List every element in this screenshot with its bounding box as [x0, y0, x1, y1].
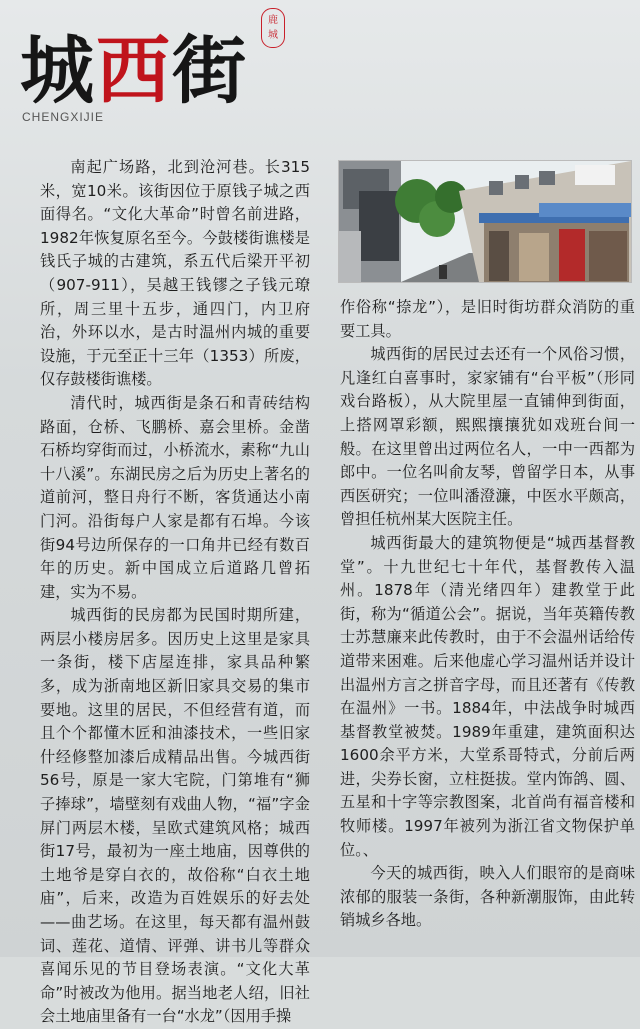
right-column-text — [340, 296, 635, 933]
paragraph: 今天的城西街，映入人们眼帘的是商味浓郁的服装一条街，各种新潮服饰，由此转销城乡各地。 — [340, 864, 635, 930]
page-title — [20, 18, 248, 114]
red-seal-stamp — [261, 8, 285, 48]
page-subtitle: CHENGXIJIE — [22, 110, 105, 124]
left-column-text — [40, 156, 310, 1029]
paragraph: 城西街最大的建筑物便是“城西基督教堂”。十九世纪七十年代，基督教传入温州。1878年（清光绪四年）建教堂于此街，称为“循道公会”。据说，当年英籍传教士苏慧廉来此传教时，由于不会温州话给传道带来困难。后来他虚心学习温州话并设计出温州方言之拼音字母，而且还著有《传教在温州》一书。1884年，中法战争时城西基督教堂被焚。1989年重建，建筑面积达1600余平方米，大堂系哥特式，分前后两进，尖券长窗，立柱挺拔。堂内饰鸽、圆、五星和十字等宗教图案，北首尚有福音楼和牧师楼。1997年被列为浙江省文物保护单位。、 — [340, 533, 635, 859]
seal-char-1: 鹿 — [268, 15, 278, 26]
paragraph: 城西街的居民过去还有一个风俗习惯，凡逢红白喜事时，家家铺有“台平板”（形同戏台路板），从大院里屋一直铺伸到街面，上搭网罩彩额，熙熙攘攘犹如戏班台间一般。在这里曾出过两位名人，一中一西都为郎中。一位名叫俞友琴，曾留学日本，从事西医研究；一位叫潘澄濂，中医水平颇高，曾担任杭州某大医院主任。 — [340, 345, 635, 529]
title-char-2: 西 — [96, 28, 172, 114]
street-photo-icon — [339, 161, 631, 282]
paragraph: 清代时，城西街是条石和青砖结构路面，仓桥、飞鹏桥、嘉会里桥。金凿石桥均穿街而过，小桥流水，素称“九山十八溪”。东湖民房之后为历史上著名的道前河，整日舟行不断，客货通达小南门河。沿街每户人家是都有石埠。今该街94号边所保存的一口角井已经有数百年的历史。新中国成立后道路几曾拓建，实为不易。 — [40, 393, 310, 601]
paragraph: 南起广场路，北到沧河巷。长315米，宽10米。该街因位于原钱子城之西面得名。“文化大革命”时曾名前进路，1982年恢复原名至今。今鼓楼街谯楼是钱氏子城的古建筑，系五代后梁开平初（907-911），吴越王钱镠之子钱元璙所，周三里十五步，通四门，内卫府治，外环以水，是古时温州内城的重要设施，于元至正十三年（1353）所废，仅存鼓楼街谯楼。 — [40, 158, 310, 389]
paragraph: 作俗称“捺龙”），是旧时街坊群众消防的重要工具。 — [340, 298, 635, 340]
title-char-3: 街 — [172, 28, 248, 114]
title-char-1: 城 — [20, 28, 96, 114]
paragraph: 城西街的民房都为民国时期所建，两层小楼房居多。因历史上这里是家具一条街，楼下店屋连排，家具品种繁多，成为浙南地区新旧家具交易的集市要地。这里的居民，不但经营有道，而且个个都懂木匠和油漆技术，一些旧家什经修整加漆后成精品出售。今城西街56号，原是一家大宅院，门第堆有“狮子捧球”，墙壁刻有戏曲人物，“福”字金屏门两层木楼，呈欧式建筑风格；城西街17号，最初为一座土地庙，因尊供的土地爷是穿白衣的，故俗称“白衣土地庙”，后来，改造为百姓娱乐的好去处——曲艺场。在这里，每天都有温州鼓词、莲花、道情、评弹、讲书儿等群众喜闻乐见的节目登场表演。“文化大革命”时被改为他用。据当地老人绍，旧社会土地庙里备有一台“水龙”（因用手操 — [40, 606, 310, 1026]
street-photo — [338, 160, 632, 283]
seal-char-2: 城 — [268, 30, 278, 41]
